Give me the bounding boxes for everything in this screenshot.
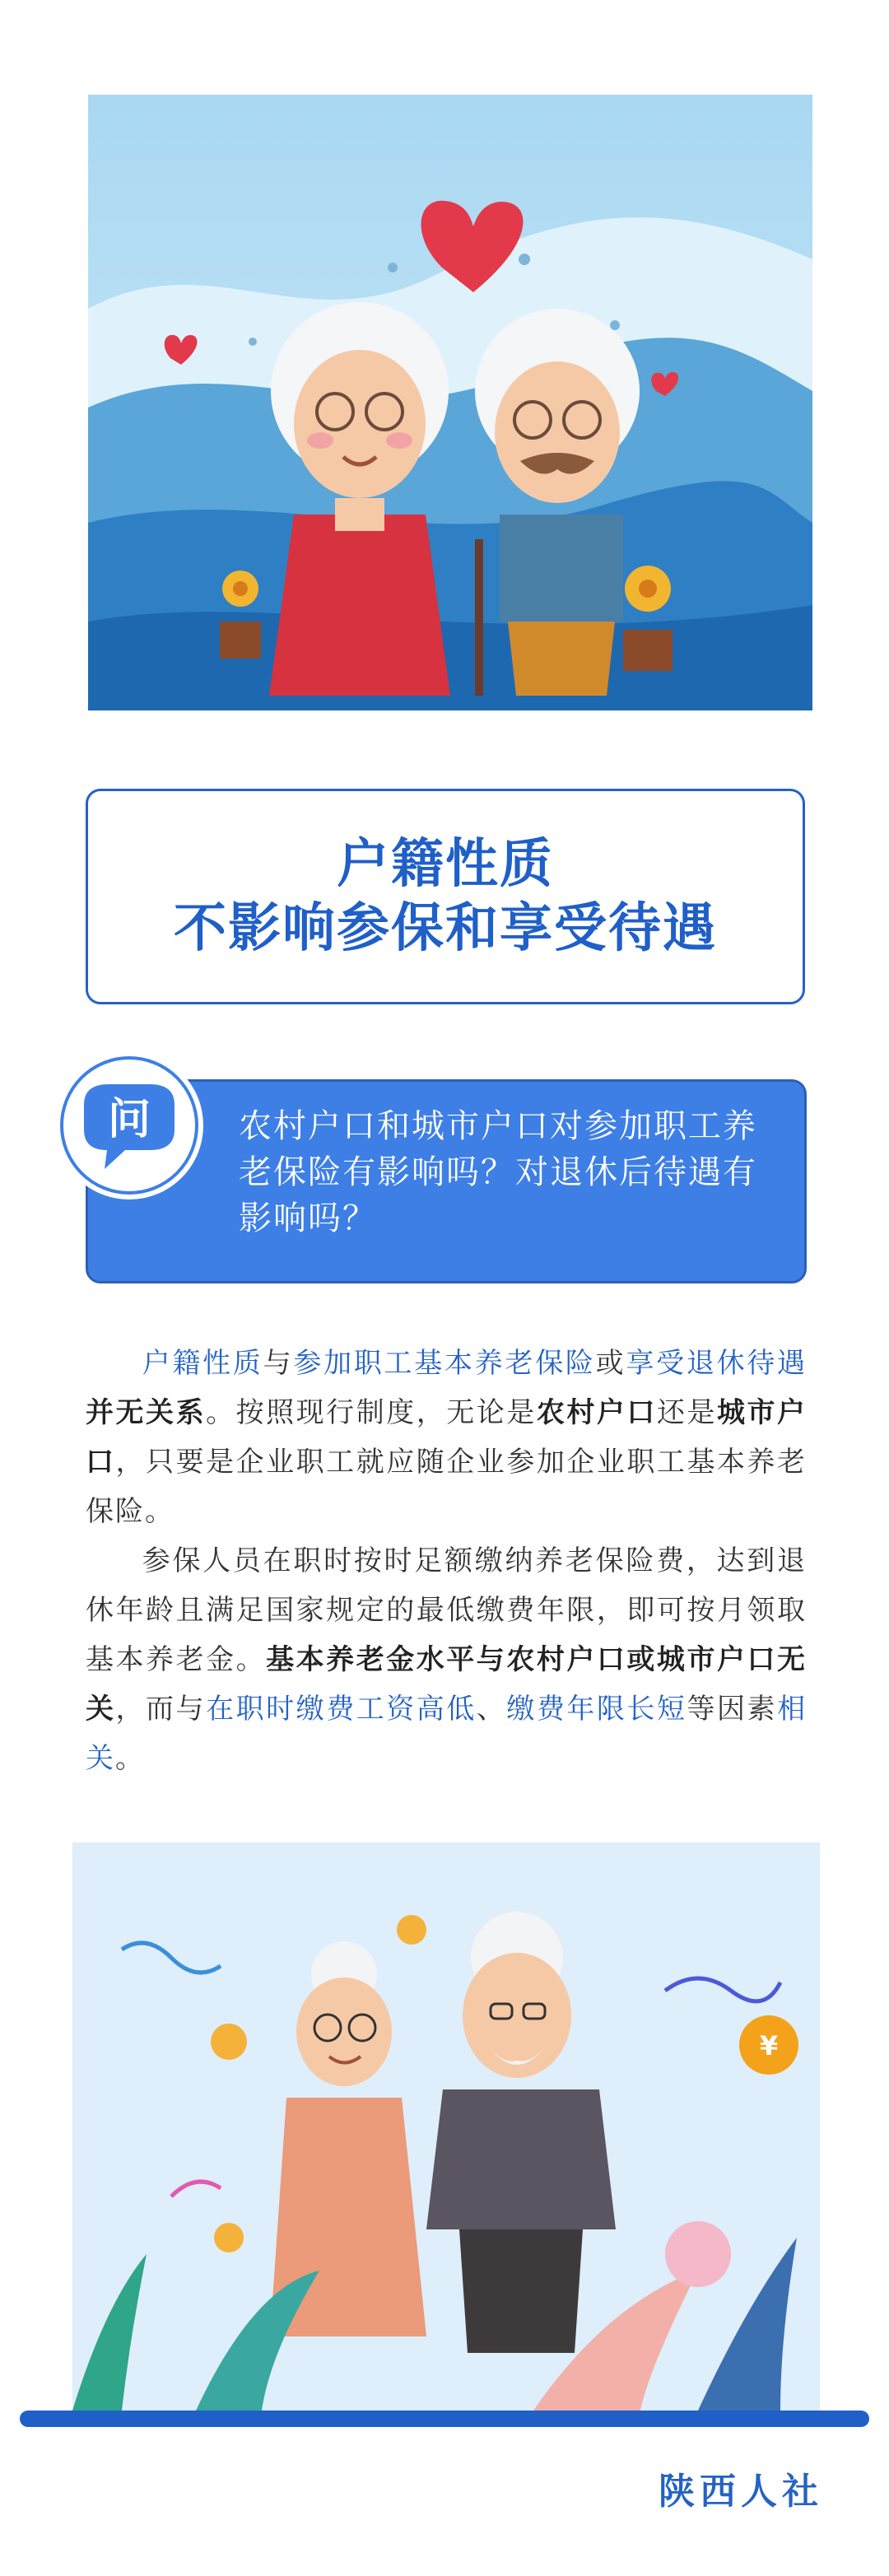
p1-household-nature: 户籍性质 [142,1347,263,1380]
p1-text-current-system: 。按照现行制度，无论是 [206,1396,537,1429]
retired-couple-illustration [72,1842,820,2411]
p2-text-end: 。 [115,1742,145,1775]
title-line-2: 不影响参保和享受待遇 [174,898,717,959]
question-text: 农村户口和城市户口对参加职工养老保险有影响吗？对退休后待遇有影响吗？ [239,1107,757,1237]
question-badge [51,1047,207,1204]
p1-text-rest: ，只要是企业职工就应随企业参加企业职工基本养老保险。 [86,1446,808,1528]
svg-text:¥: ¥ [759,2030,779,2061]
p1-join-insurance: 参加职工基本养老保险 [293,1347,596,1380]
p2-wage-level: 在职时缴费工资高低 [206,1693,477,1726]
p1-text-or: 或 [595,1347,626,1380]
title-line-1: 户籍性质 [337,834,554,895]
p2-text-intro: 参保人员在职时按时足额缴纳养老保险费，达到退休年龄且满足国家规定的最低缴费年限，即可按月领取基本养老金。 [86,1544,807,1676]
p2-text-but: ，而与 [115,1693,207,1726]
paragraph-2 [86,1536,807,1783]
speech-bubble-icon [51,1047,207,1204]
hero-illustration [88,95,812,710]
p1-urban-hukou: 城市户口 [86,1396,808,1479]
question-badge-label: 问 [107,1095,151,1144]
title-box [86,789,805,1004]
p2-text-comma: 、 [476,1693,507,1726]
p1-text-and: 与 [263,1347,294,1380]
p2-pension-unrelated: 基本养老金水平与农村户口或城市户口无关 [86,1643,808,1726]
p1-rural-hukou: 农村户口 [536,1396,657,1429]
p1-text-still: 还是 [656,1396,717,1429]
paragraph-1 [86,1339,807,1536]
p1-enjoy-benefits: 享受退休待遇 [626,1347,808,1380]
p2-text-factors: 等因素 [687,1693,778,1726]
p1-no-relation: 并无关系 [86,1396,207,1429]
footer-brand: 陕西人社 [659,2471,823,2513]
p2-related: 相关 [86,1693,808,1775]
elderly-couple-illustration [88,95,812,710]
bottom-bar [20,2411,869,2427]
p2-contribution-years: 缴费年限长短 [506,1693,687,1726]
bottom-illustration [72,1842,820,2411]
